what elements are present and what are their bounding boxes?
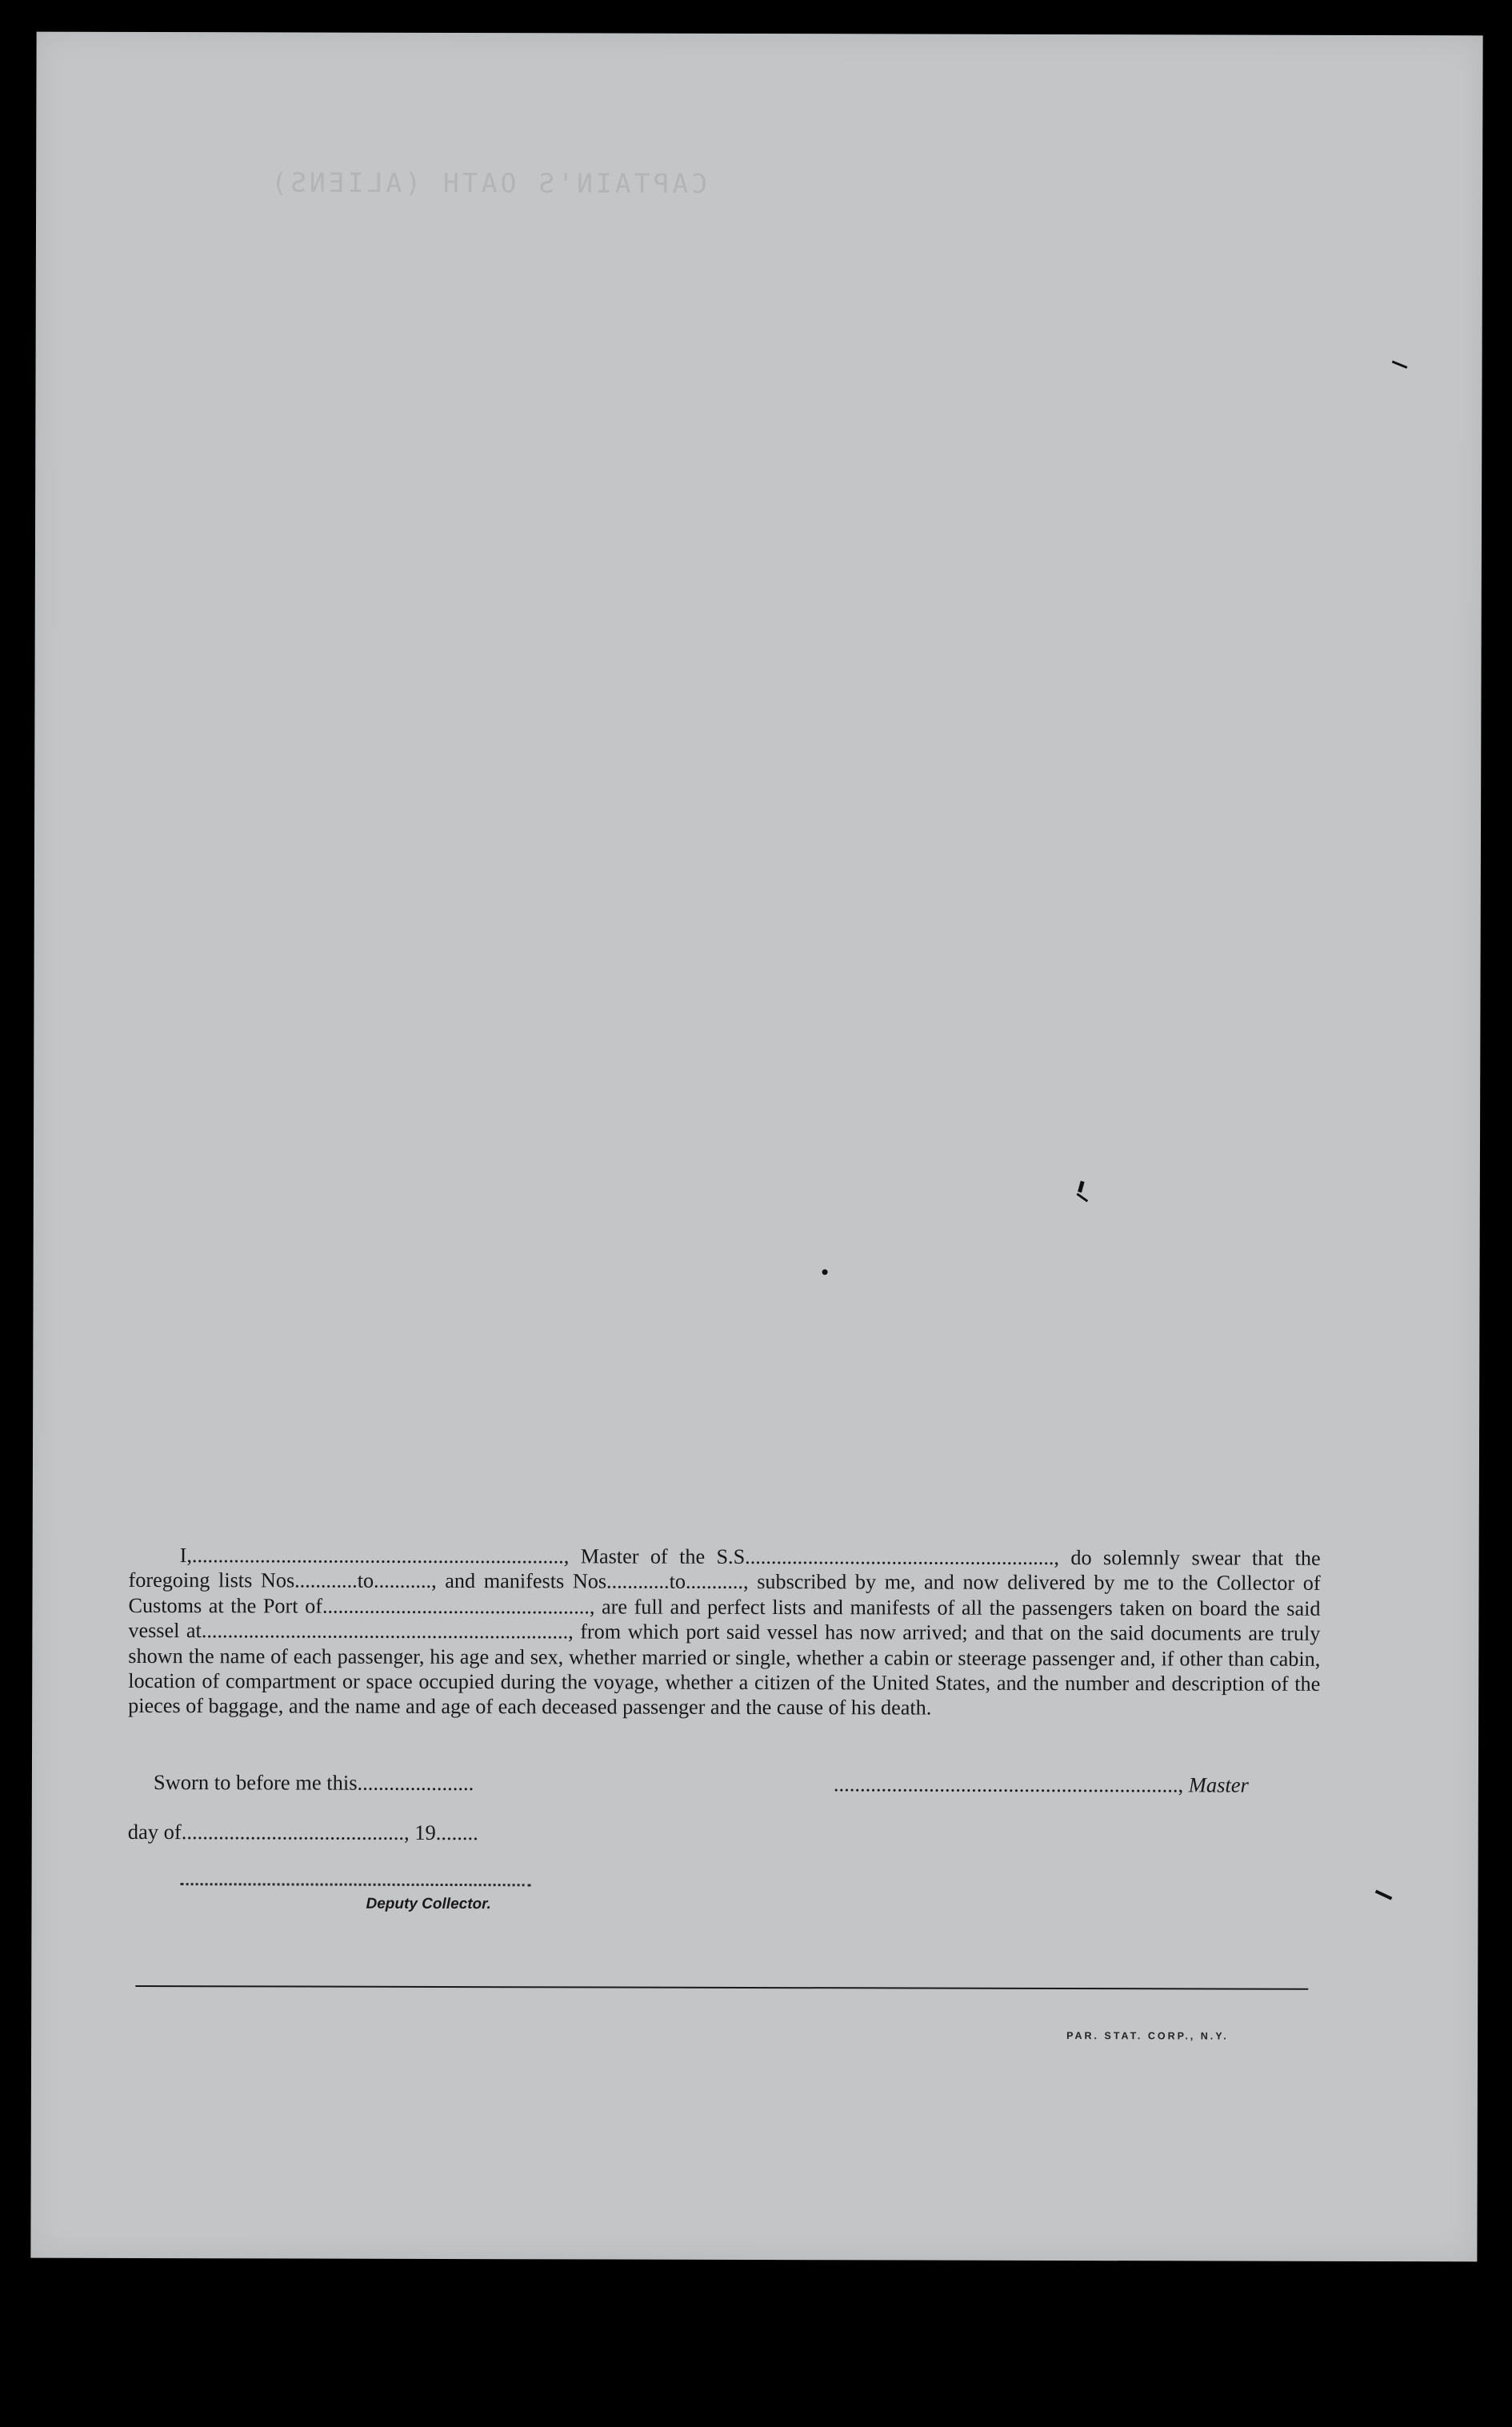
deputy-collector-label: Deputy Collector.	[366, 1895, 491, 1913]
ink-speck	[1392, 360, 1408, 368]
bottom-rule	[135, 1985, 1308, 1990]
ink-speck	[1078, 1181, 1084, 1193]
ink-speck	[1375, 1890, 1393, 1900]
master-signature-line	[834, 1772, 1249, 1797]
oath-body: swear that the foregoing lists Nos............to..........., and manifests Nos............to..........., subscribed by me, and now delivered by me to the Collector of Customs at the Port of..................................................., are full and perfect lists and manifests of all the passengers taken on board the said vessel at......................................................................, from which port said vessel has now arrived; and that on the said documents are truly shown the name of each passenger, his age and sex, whether married or single, whether a cabin or steerage passenger and, if other than cabin, location of compartment or space occupied during the voyage, whether a citizen of the United States, and the number and description of the pieces of baggage, and the name and age of each deceased passenger and the cause of his death.	[128, 1546, 1326, 1720]
master-label: Master	[1188, 1772, 1249, 1797]
printer-credit: PAR. STAT. CORP., N.Y.	[1066, 2030, 1229, 2042]
ink-speck	[822, 1269, 828, 1275]
oath-paragraph	[128, 1543, 1326, 1722]
ink-speck	[1076, 1193, 1088, 1203]
deputy-signature-line	[181, 1883, 531, 1886]
form-page	[30, 32, 1482, 2262]
oath-first-line: I,......................................................................., Master of the S.S..........................................................., do solemnly	[179, 1544, 1181, 1570]
sworn-before-line: Sworn to before me this......................	[153, 1770, 474, 1796]
day-of-line: day of.........................................., 19........	[127, 1819, 478, 1845]
master-signature-dots: .................................................................,	[833, 1772, 1189, 1797]
reverse-side-bleed-through: CAPTAIN'S OATH (ALIENS)	[268, 166, 708, 199]
